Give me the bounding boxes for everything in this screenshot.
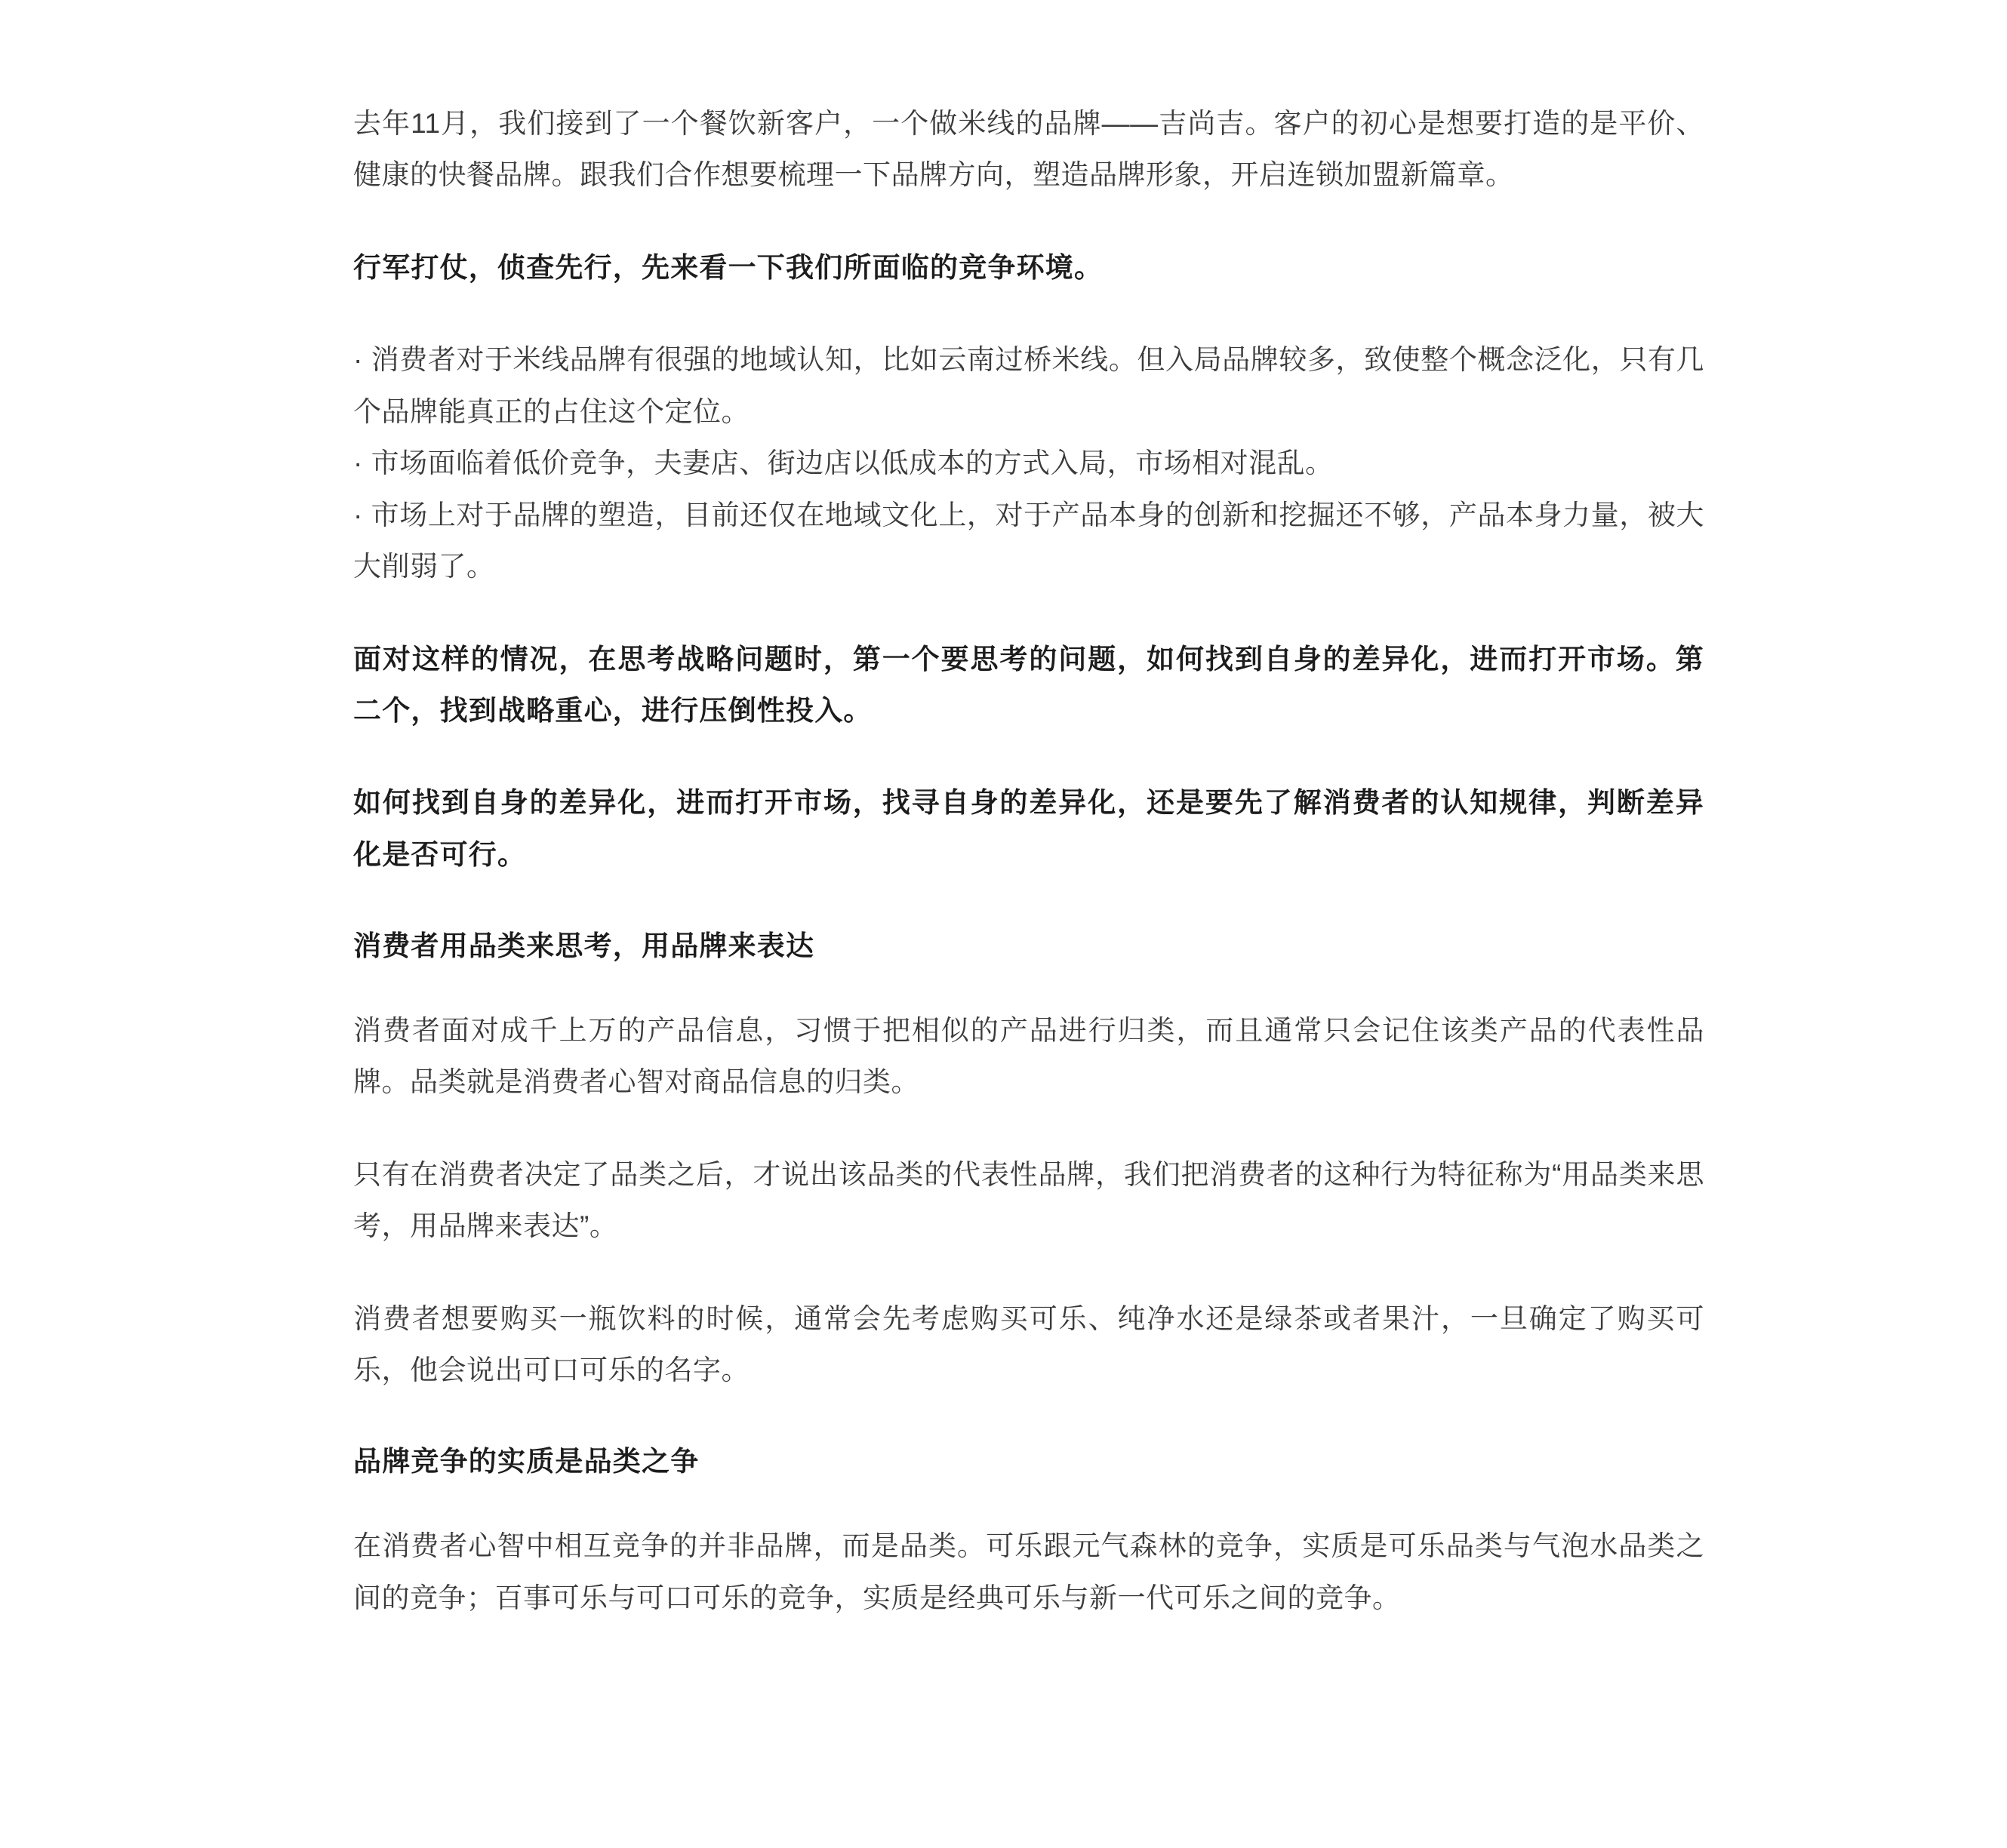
list-item: · 市场面临着低价竞争，夫妻店、街边店以低成本的方式入局，市场相对混乱。 — [353, 447, 1334, 479]
spacer — [353, 771, 1704, 777]
section-heading-category-thinking: 消费者用品类来思考，用品牌来表达 — [353, 930, 815, 962]
paragraph-lead-bold: 行军打仗，侦查先行，先来看一下我们所面临的竞争环境。 — [353, 251, 1104, 283]
list-item: · 市场上对于品牌的塑造，目前还仅在地域文化上，对于产品本身的创新和挖掘还不够，产品本身力量，被大大削弱了。 — [353, 499, 1704, 583]
spacer — [353, 328, 1704, 334]
spacer — [353, 915, 1704, 921]
spacer — [353, 1431, 1704, 1437]
paragraph-body-1: 消费者面对成千上万的产品信息，习惯于把相似的产品进行归类，而且通常只会记住该类产品的代表性品牌。品类就是消费者心智对商品信息的归类。 — [353, 1014, 1704, 1098]
section-heading-category-competition: 品牌竞争的实质是品类之争 — [353, 1446, 700, 1477]
spacer — [353, 628, 1704, 634]
paragraph-strategy-bold: 面对这样的情况，在思考战略问题时，第一个要思考的问题，如何找到自身的差异化，进而打开市场。第二个，找到战略重心，进行压倒性投入。 — [353, 643, 1704, 726]
spacer — [353, 1143, 1704, 1149]
list-item: · 消费者对于米线品牌有很强的地域认知，比如云南过桥米线。但入局品牌较多，致使整个概念泛化，只有几个品牌能真正的占住这个定位。 — [353, 344, 1704, 427]
paragraph-body-2: 只有在消费者决定了品类之后，才说出该品类的代表性品牌，我们把消费者的这种行为特征称为“用品类来思考，用品牌来表达”。 — [353, 1158, 1704, 1242]
spacer — [353, 1287, 1704, 1293]
competition-bullet-list — [353, 334, 1704, 592]
spacer — [353, 236, 1704, 242]
paragraph-differentiation-bold: 如何找到自身的差异化，进而打开市场，找寻自身的差异化，还是要先了解消费者的认知规律，判断差异化是否可行。 — [353, 787, 1704, 870]
paragraph-body-4: 在消费者心智中相互竞争的并非品牌，而是品类。可乐跟元气森林的竞争，实质是可乐品类与气泡水品类之间的竞争；百事可乐与可口可乐的竞争，实质是经典可乐与新一代可乐之间的竞争。 — [353, 1530, 1704, 1613]
article-body — [353, 98, 1704, 1624]
paragraph-body-3: 消费者想要购买一瓶饮料的时候，通常会先考虑购买可乐、纯净水还是绿茶或者果汁，一旦确定了购买可乐，他会说出可口可乐的名字。 — [353, 1302, 1704, 1386]
paragraph-intro: 去年11月，我们接到了一个餐饮新客户，一个做米线的品牌——吉尚吉。客户的初心是想要打造的是平价、健康的快餐品牌。跟我们合作想要梳理一下品牌方向，塑造品牌形象，开启连锁加盟新篇章。 — [353, 108, 1704, 191]
